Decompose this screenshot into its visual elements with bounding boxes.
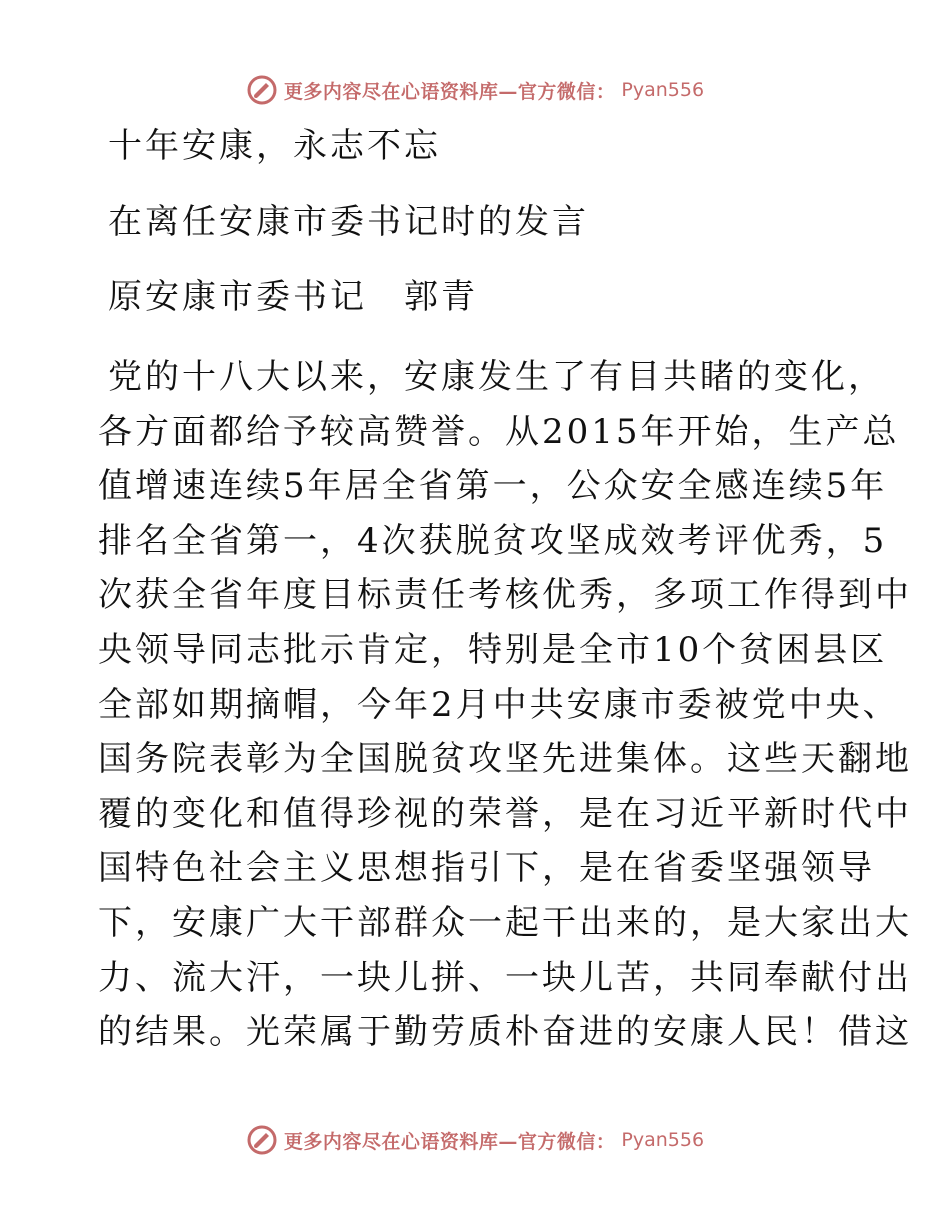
header-banner-wechat-id: Pyan556 (621, 79, 705, 101)
body-line: 国特色社会主义思想指引下，是在省委坚强领导 (98, 848, 875, 889)
document-title: 十年安康，永志不忘 (108, 126, 441, 166)
body-line: 全部如期摘帽，今年2月中共安康市委被党中央、 (98, 684, 900, 725)
body-line: 党的十八大以来，安康发生了有目共睹的变化， (108, 357, 885, 397)
body-line: 的结果。光荣属于勤劳质朴奋进的安康人民！借这 (98, 1012, 912, 1053)
book-pen-logo-icon (246, 1124, 278, 1156)
body-line: 覆的变化和值得珍视的荣誉，是在习近平新时代中 (98, 793, 912, 834)
document-subtitle: 在离任安康市委书记时的发言 (108, 202, 589, 242)
book-pen-logo-icon (246, 74, 278, 106)
body-line: 次获全省年度目标责任考核优秀，多项工作得到中 (98, 575, 912, 616)
document-author-line: 原安康市委书记 郭青 (108, 277, 478, 317)
body-line: 值增速连续5年居全省第一，公众安全感连续5年 (98, 466, 888, 507)
body-line: 央领导同志批示肯定，特别是全市10个贫困县区 (98, 629, 888, 670)
body-line: 排名全省第一，4次获脱贫攻坚成效考评优秀，5 (98, 520, 888, 561)
body-line: 下，安康广大干部群众一起干出来的，是大家出大 (98, 902, 912, 943)
footer-banner (0, 1120, 950, 1160)
header-banner-text: 更多内容尽在心语资料库—官方微信： (283, 80, 616, 103)
footer-banner-wechat-id: Pyan556 (621, 1129, 705, 1151)
footer-banner-text: 更多内容尽在心语资料库—官方微信： (283, 1130, 616, 1153)
body-line: 力、流大汗，一块儿拼、一块儿苦，共同奉献付出 (98, 957, 912, 998)
body-line: 各方面都给予较高赞誉。从2015年开始，生产总 (98, 411, 900, 452)
body-line: 国务院表彰为全国脱贫攻坚先进集体。这些天翻地 (98, 739, 912, 780)
header-banner (0, 70, 950, 110)
body-paragraph (98, 350, 912, 1060)
